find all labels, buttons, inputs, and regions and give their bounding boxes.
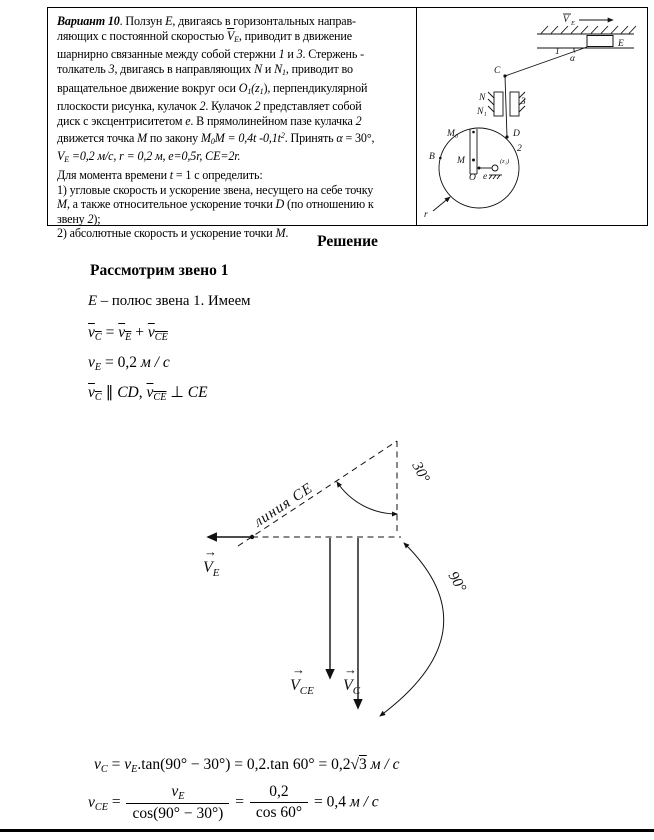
line-ce — [238, 441, 397, 546]
formula-vce-calculation: vCE = $\frac{vE}{\cos(90^\circ - 30^\circ)}$ = $\frac{0,2}{\cos 60^\circ}$ = 0,4 м / с — [88, 783, 379, 822]
velocity-diagram-svg — [0, 425, 654, 763]
label-line-ce: линия CE — [251, 480, 317, 531]
text-line: М, а также относительное ускорение точки D (по отношению к — [57, 197, 374, 212]
text-line: толкатель 3, двигаясь в направляющих N и N1, приводит во — [57, 61, 353, 78]
label-alpha: α — [570, 54, 575, 64]
problem-text — [48, 8, 417, 241]
label-vc: $V_C$ — [343, 677, 361, 697]
label-point-m: M — [457, 156, 465, 166]
formula-direction-conditions: vC ∥ CD, vCE ⊥ CE — [88, 384, 208, 403]
mechanism-diagram-svg — [417, 8, 647, 223]
point-m — [472, 159, 475, 162]
label-ve: $V_E$ — [203, 559, 220, 579]
text-line: вращательное движение вокруг оси O1(z1), перпендикулярной — [57, 80, 368, 96]
point-b — [439, 157, 442, 160]
alpha-arc — [574, 48, 575, 53]
label-radius-r: r — [424, 210, 428, 220]
label-axis-z: (z₁) — [500, 158, 510, 165]
formula-velocity-vector-equation: vC = vE + vCE — [88, 324, 168, 343]
text-line: плоскости рисунка, кулачок 2. Кулачок 2 представляет собой — [57, 99, 362, 114]
ve-arrow-hat: → — [204, 544, 217, 559]
label-cam-2: 2 — [517, 144, 522, 154]
label-point-m0: M₀ — [447, 129, 459, 139]
text-line: ляющих с постоянной скоростью $\overline{V}E$, приводит в движение — [57, 28, 352, 44]
label-ve-sub: E — [571, 20, 575, 27]
angle-30-arc — [337, 482, 397, 514]
pivot-ground-hatch — [489, 175, 502, 179]
label-angle-90: 90° — [444, 569, 469, 596]
text-line: Вариант 10. Ползун Е, двигаясь в горизонтальных направ- — [57, 14, 356, 28]
vc-arrow-hat: → — [344, 662, 357, 677]
label-ecc-e: e — [483, 172, 488, 182]
point-m0 — [472, 131, 475, 134]
text-line: движется точка М по закону M0M = 0,4t $-0,1t^2$. Принять α = 30°, — [57, 130, 375, 146]
text-line: 2) абсолютные скорость и ускорение точки M. — [57, 226, 289, 241]
label-ve-main: V — [563, 15, 569, 25]
label-joint-c: C — [494, 66, 501, 76]
radius-arrow — [433, 197, 450, 211]
rod-3 — [505, 76, 507, 137]
label-link-1: 1 — [555, 47, 560, 57]
label-angle-30: 30° — [408, 459, 433, 486]
label-guide-n1: N₁ — [477, 107, 487, 117]
slider-e — [587, 36, 613, 47]
page-bottom-rule — [0, 829, 654, 832]
solution-subheading: Рассмотрим звено 1 — [90, 262, 229, 279]
label-guide-n: N — [479, 93, 486, 103]
text-line: VE =0,2 м/с, r = 0,2 м, e=0,5r, CE=2r. — [57, 149, 241, 165]
text-line: Е – полюс звена 1. Имеем — [88, 293, 251, 309]
ve-vector — [563, 14, 613, 27]
solution-heading: Решение — [317, 233, 378, 250]
mechanism-figure — [417, 8, 647, 225]
solution-intro — [88, 293, 251, 310]
pivot-o1 — [492, 165, 498, 171]
text-line: звену 2); — [57, 211, 101, 226]
label-vce: $V_{CE}$ — [290, 677, 314, 697]
text-line: Для момента времени t = 1 с определить: — [57, 168, 263, 183]
problem-statement-box — [47, 7, 648, 241]
label-joint-d: D — [513, 129, 520, 139]
text-line: 1) угловые скорость и ускорение звена, несущего на себе точку — [57, 182, 374, 197]
angle-90-arc — [380, 543, 444, 716]
label-center-o: O — [469, 173, 476, 183]
formula-vc-calculation: vC = vE.tan(90° − 30°) = 0,2.tan 60° = 0,2√3 м / с — [94, 756, 400, 775]
label-point-b: B — [429, 152, 435, 162]
label-rod-3: 3 — [521, 97, 526, 107]
formula-ve-value: vE = 0,2 м / с — [88, 354, 170, 373]
label-slider-e: E — [618, 39, 624, 49]
vce-arrow-hat: → — [292, 662, 305, 677]
cam-slot — [470, 129, 477, 174]
text-line: шарнирно связанные между собой стержни 1 и 3. Стержень - — [57, 47, 364, 62]
text-line: диск с эксцентриситетом е. В прямолинейном пазе кулачка 2 — [57, 113, 362, 128]
